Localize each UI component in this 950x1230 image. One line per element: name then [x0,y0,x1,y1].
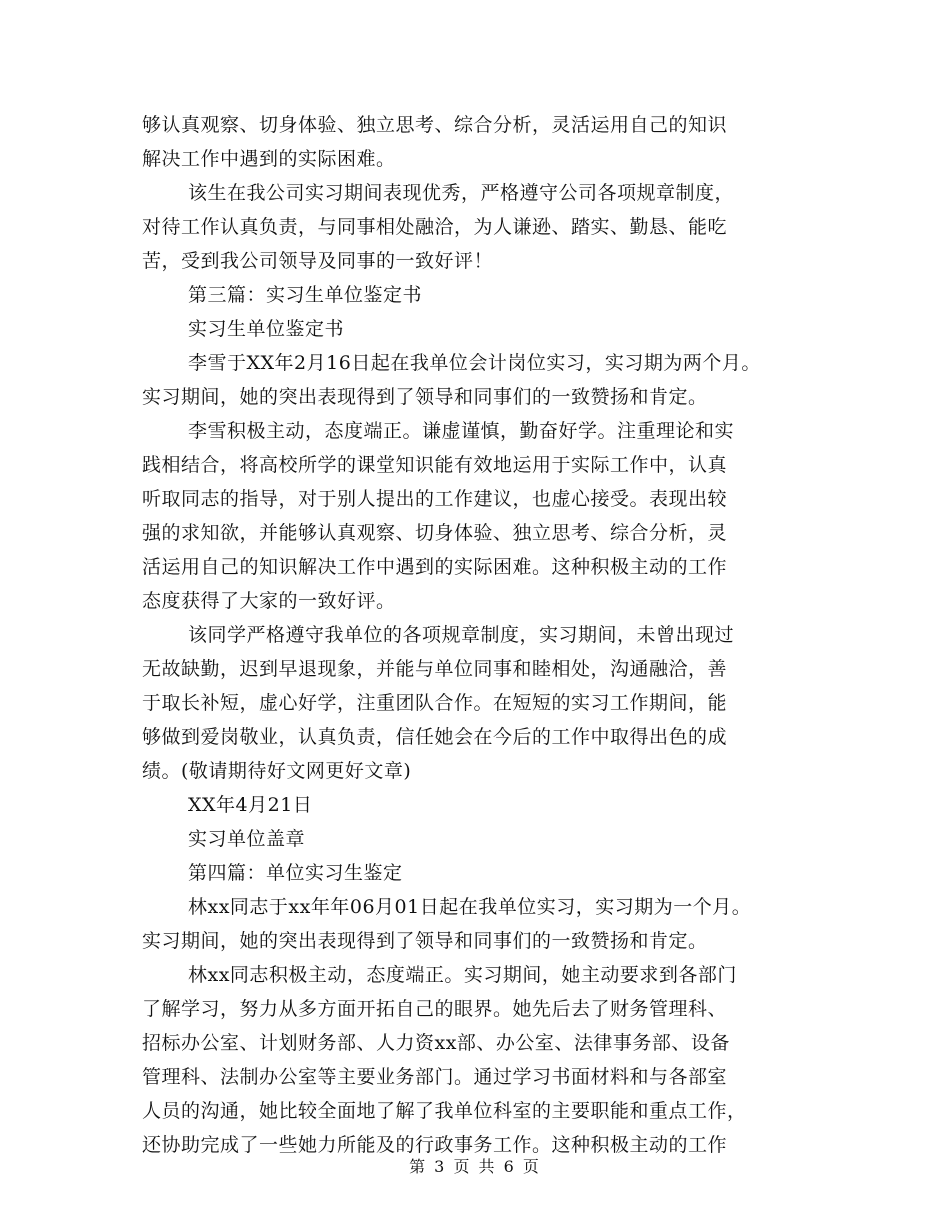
text-line: 人员的沟通，她比较全面地了解了我单位科室的主要职能和重点工作， [142,1100,747,1122]
text-line: 无故缺勤，迟到早退现象，并能与单位同事和睦相处，沟通融洽，善 [142,658,728,680]
text-line: 于取长补短，虚心好学，注重团队合作。在短短的实习工作期间，能 [142,692,728,714]
text-line: 绩。(敬请期待好文网更好文章) [142,760,412,782]
document-body [142,108,832,1162]
text-line: 林xx同志积极主动，态度端正。实习期间，她主动要求到各部门 [188,964,737,986]
text-line: 够认真观察、切身体验、独立思考、综合分析，灵活运用自己的知识 [142,114,728,136]
text-line: 招标办公室、计划财务部、人力资xx部、办公室、法律事务部、设备 [142,1032,730,1054]
text-line: 该同学严格遵守我单位的各项规章制度，实习期间，未曾出现过 [188,624,735,646]
text-line: 够做到爱岗敬业，认真负责，信任她会在今后的工作中取得出色的成 [142,726,728,748]
text-line: 还协助完成了一些她力所能及的行政事务工作。这种积极主动的工作 [142,1134,728,1156]
text-line: 践相结合，将高校所学的课堂知识能有效地运用于实际工作中，认真 [142,454,728,476]
text-line: 态度获得了大家的一致好评。 [142,590,396,612]
text-line: 该生在我公司实习期间表现优秀，严格遵守公司各项规章制度， [188,182,735,204]
text-line: 听取同志的指导，对于别人提出的工作建议，也虚心接受。表现出较 [142,488,728,510]
text-line: 实习期间，她的突出表现得到了领导和同事们的一致赞扬和肯定。 [142,930,708,952]
text-line: 第四篇：单位实习生鉴定 [188,862,403,884]
text-line: 活运用自己的知识解决工作中遇到的实际困难。这种积极主动的工作 [142,556,728,578]
page-footer: 第 3 页 共 6 页 [409,1157,541,1176]
text-line: 实习生单位鉴定书 [188,318,345,340]
text-line: 实习期间，她的突出表现得到了领导和同事们的一致赞扬和肯定。 [142,386,708,408]
text-line: 李雪于XX年2月16日起在我单位会计岗位实习，实习期为两个月。 [188,352,761,374]
text-line: 了解学习，努力从多方面开拓自己的眼界。她先后去了财务管理科、 [142,998,728,1020]
text-line: 对待工作认真负责，与同事相处融洽，为人谦逊、踏实、勤恳、能吃 [142,216,728,238]
text-line: 第三篇：实习生单位鉴定书 [188,284,423,306]
text-line: 管理科、法制办公室等主要业务部门。通过学习书面材料和与各部室 [142,1066,728,1088]
text-line: 李雪积极主动，态度端正。谦虚谨慎，勤奋好学。注重理论和实 [188,420,735,442]
text-line: XX年4月21日 [188,794,313,816]
text-line: 解决工作中遇到的实际困难。 [142,148,396,170]
text-line: 林xx同志于xx年年06月01日起在我单位实习，实习期为一个月。 [188,896,752,918]
text-line: 实习单位盖章 [188,828,306,850]
text-line: 苦，受到我公司领导及同事的一致好评！ [142,250,494,272]
text-line: 强的求知欲，并能够认真观察、切身体验、独立思考、综合分析，灵 [142,522,728,544]
